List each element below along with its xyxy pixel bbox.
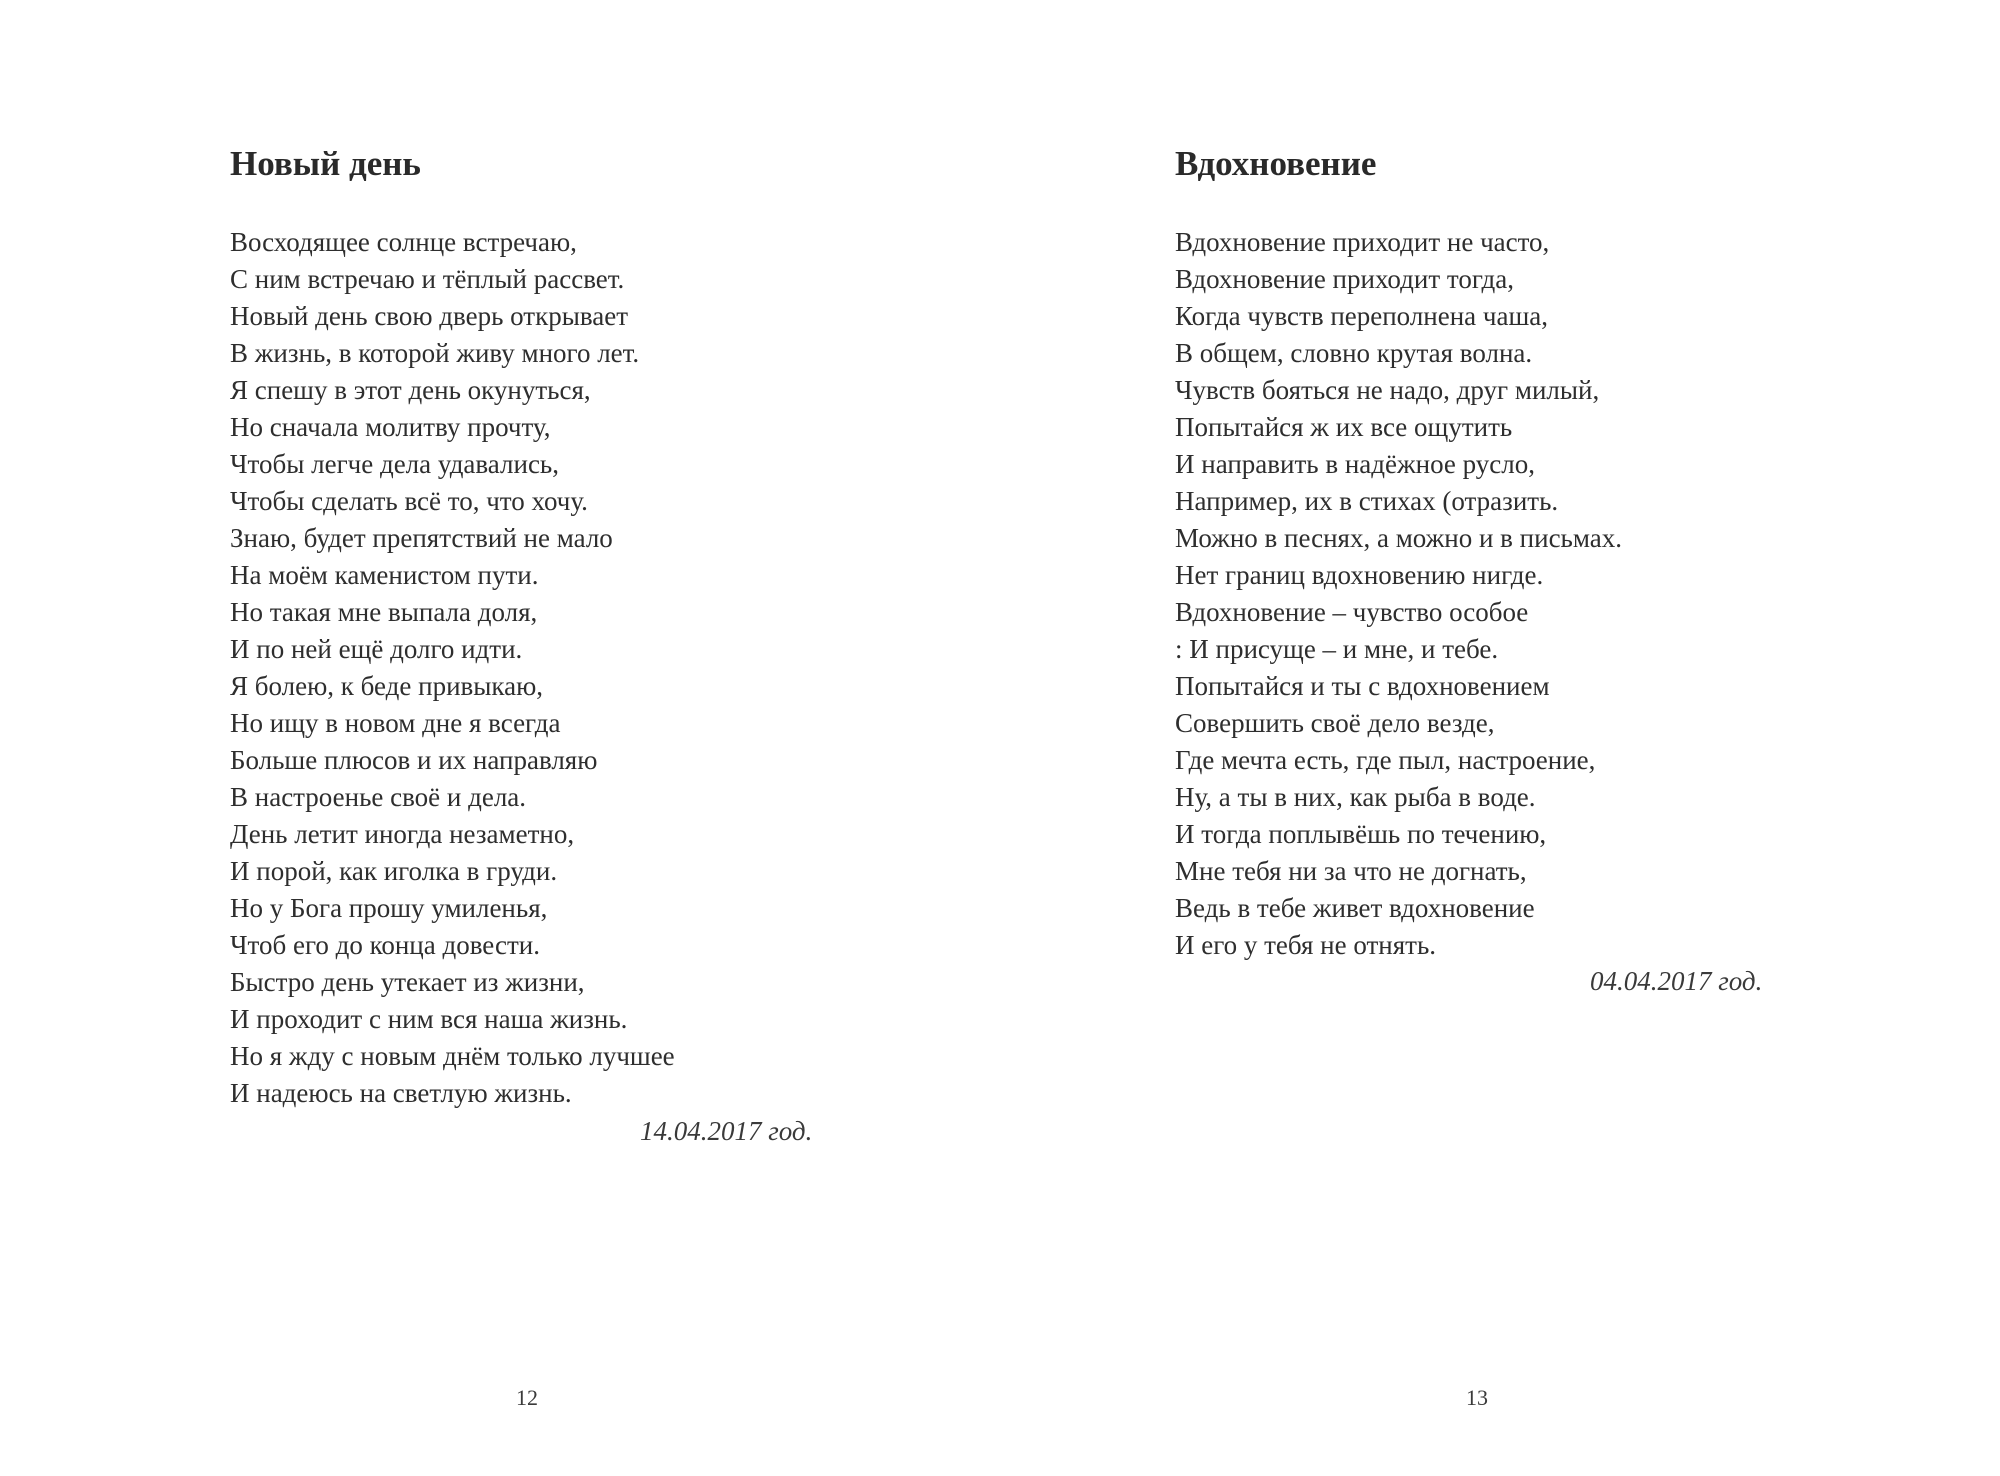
poem-line: : И присуще – и мне, и тебе. — [1175, 634, 1499, 664]
poem-line: Но сначала молитву прочту, — [230, 412, 551, 442]
poem-line: И тогда поплывёшь по течению, — [1175, 819, 1547, 849]
poem-line: Но я жду с новым днём только лучшее — [230, 1041, 675, 1071]
poem-line: Но у Бога прошу умиленья, — [230, 893, 548, 923]
poem-line: Когда чувств переполнена чаша, — [1175, 301, 1549, 331]
poem-line: Попытайся и ты с вдохновением — [1175, 671, 1550, 701]
poem-line: Больше плюсов и их направляю — [230, 745, 598, 775]
poem-title: Новый день — [230, 144, 421, 183]
poem-line: День летит иногда незаметно, — [230, 819, 575, 849]
poem-line: И по ней ещё долго идти. — [230, 634, 523, 664]
poem-line: Чтобы сделать всё то, что хочу. — [230, 486, 588, 516]
poem-body — [230, 224, 675, 1112]
poem-line: В настроенье своё и дела. — [230, 782, 527, 812]
poem-body — [1175, 224, 1622, 964]
poem-line: Восходящее солнце встречаю, — [230, 227, 577, 257]
poem-line: Знаю, будет препятствий не мало — [230, 523, 613, 553]
poem-line: И проходит с ним вся наша жизнь. — [230, 1004, 628, 1034]
poem-line: Где мечта есть, где пыл, настроение, — [1175, 745, 1596, 775]
poem-date: 04.04.2017 год. — [1590, 966, 1763, 996]
poem-line: И надеюсь на светлую жизнь. — [230, 1078, 572, 1108]
poem-line: Мне тебя ни за что не догнать, — [1175, 856, 1527, 886]
poem-line: С ним встречаю и тёплый рассвет. — [230, 264, 625, 294]
page-number: 12 — [516, 1385, 538, 1410]
poem-line: Новый день свою дверь открывает — [230, 301, 629, 331]
poem-line: В общем, словно крутая волна. — [1175, 338, 1533, 368]
poem-line: Чтобы легче дела удавались, — [230, 449, 559, 479]
poem-line: И его у тебя не отнять. — [1175, 930, 1437, 960]
poem-line: Например, их в стихах (отразить. — [1175, 486, 1559, 516]
poem-line: Но такая мне выпала доля, — [230, 597, 538, 627]
right-page — [1000, 0, 2000, 1476]
poem-line: На моём каменистом пути. — [230, 560, 539, 590]
poem-line: Ну, а ты в них, как рыба в воде. — [1175, 782, 1536, 812]
poem-line: Вдохновение – чувство особое — [1175, 597, 1529, 627]
poem-date: 14.04.2017 год. — [640, 1116, 813, 1146]
poem-line: Быстро день утекает из жизни, — [230, 967, 585, 997]
poem-line: Но ищу в новом дне я всегда — [230, 708, 561, 738]
page-number: 13 — [1466, 1385, 1488, 1410]
poem-line: Нет границ вдохновению нигде. — [1175, 560, 1544, 590]
poem-line: Чтоб его до конца довести. — [230, 930, 540, 960]
poem-line: Вдохновение приходит тогда, — [1175, 264, 1515, 294]
poem-line: Я болею, к беде привыкаю, — [230, 671, 544, 701]
poem-line: Попытайся ж их все ощутить — [1175, 412, 1513, 442]
poem-line: Чувств бояться не надо, друг милый, — [1175, 375, 1600, 405]
poem-line: Можно в песнях, а можно и в письмах. — [1175, 523, 1623, 553]
poem-line: В жизнь, в которой живу много лет. — [230, 338, 640, 368]
poem-line: Ведь в тебе живет вдохновение — [1175, 893, 1535, 923]
poem-line: И порой, как иголка в груди. — [230, 856, 558, 886]
poem-line: Я спешу в этот день окунуться, — [230, 375, 591, 405]
poem-line: Вдохновение приходит не часто, — [1175, 227, 1550, 257]
poem-title: Вдохновение — [1175, 144, 1377, 183]
poem-line: И направить в надёжное русло, — [1175, 449, 1535, 479]
poem-line: Совершить своё дело везде, — [1175, 708, 1495, 738]
